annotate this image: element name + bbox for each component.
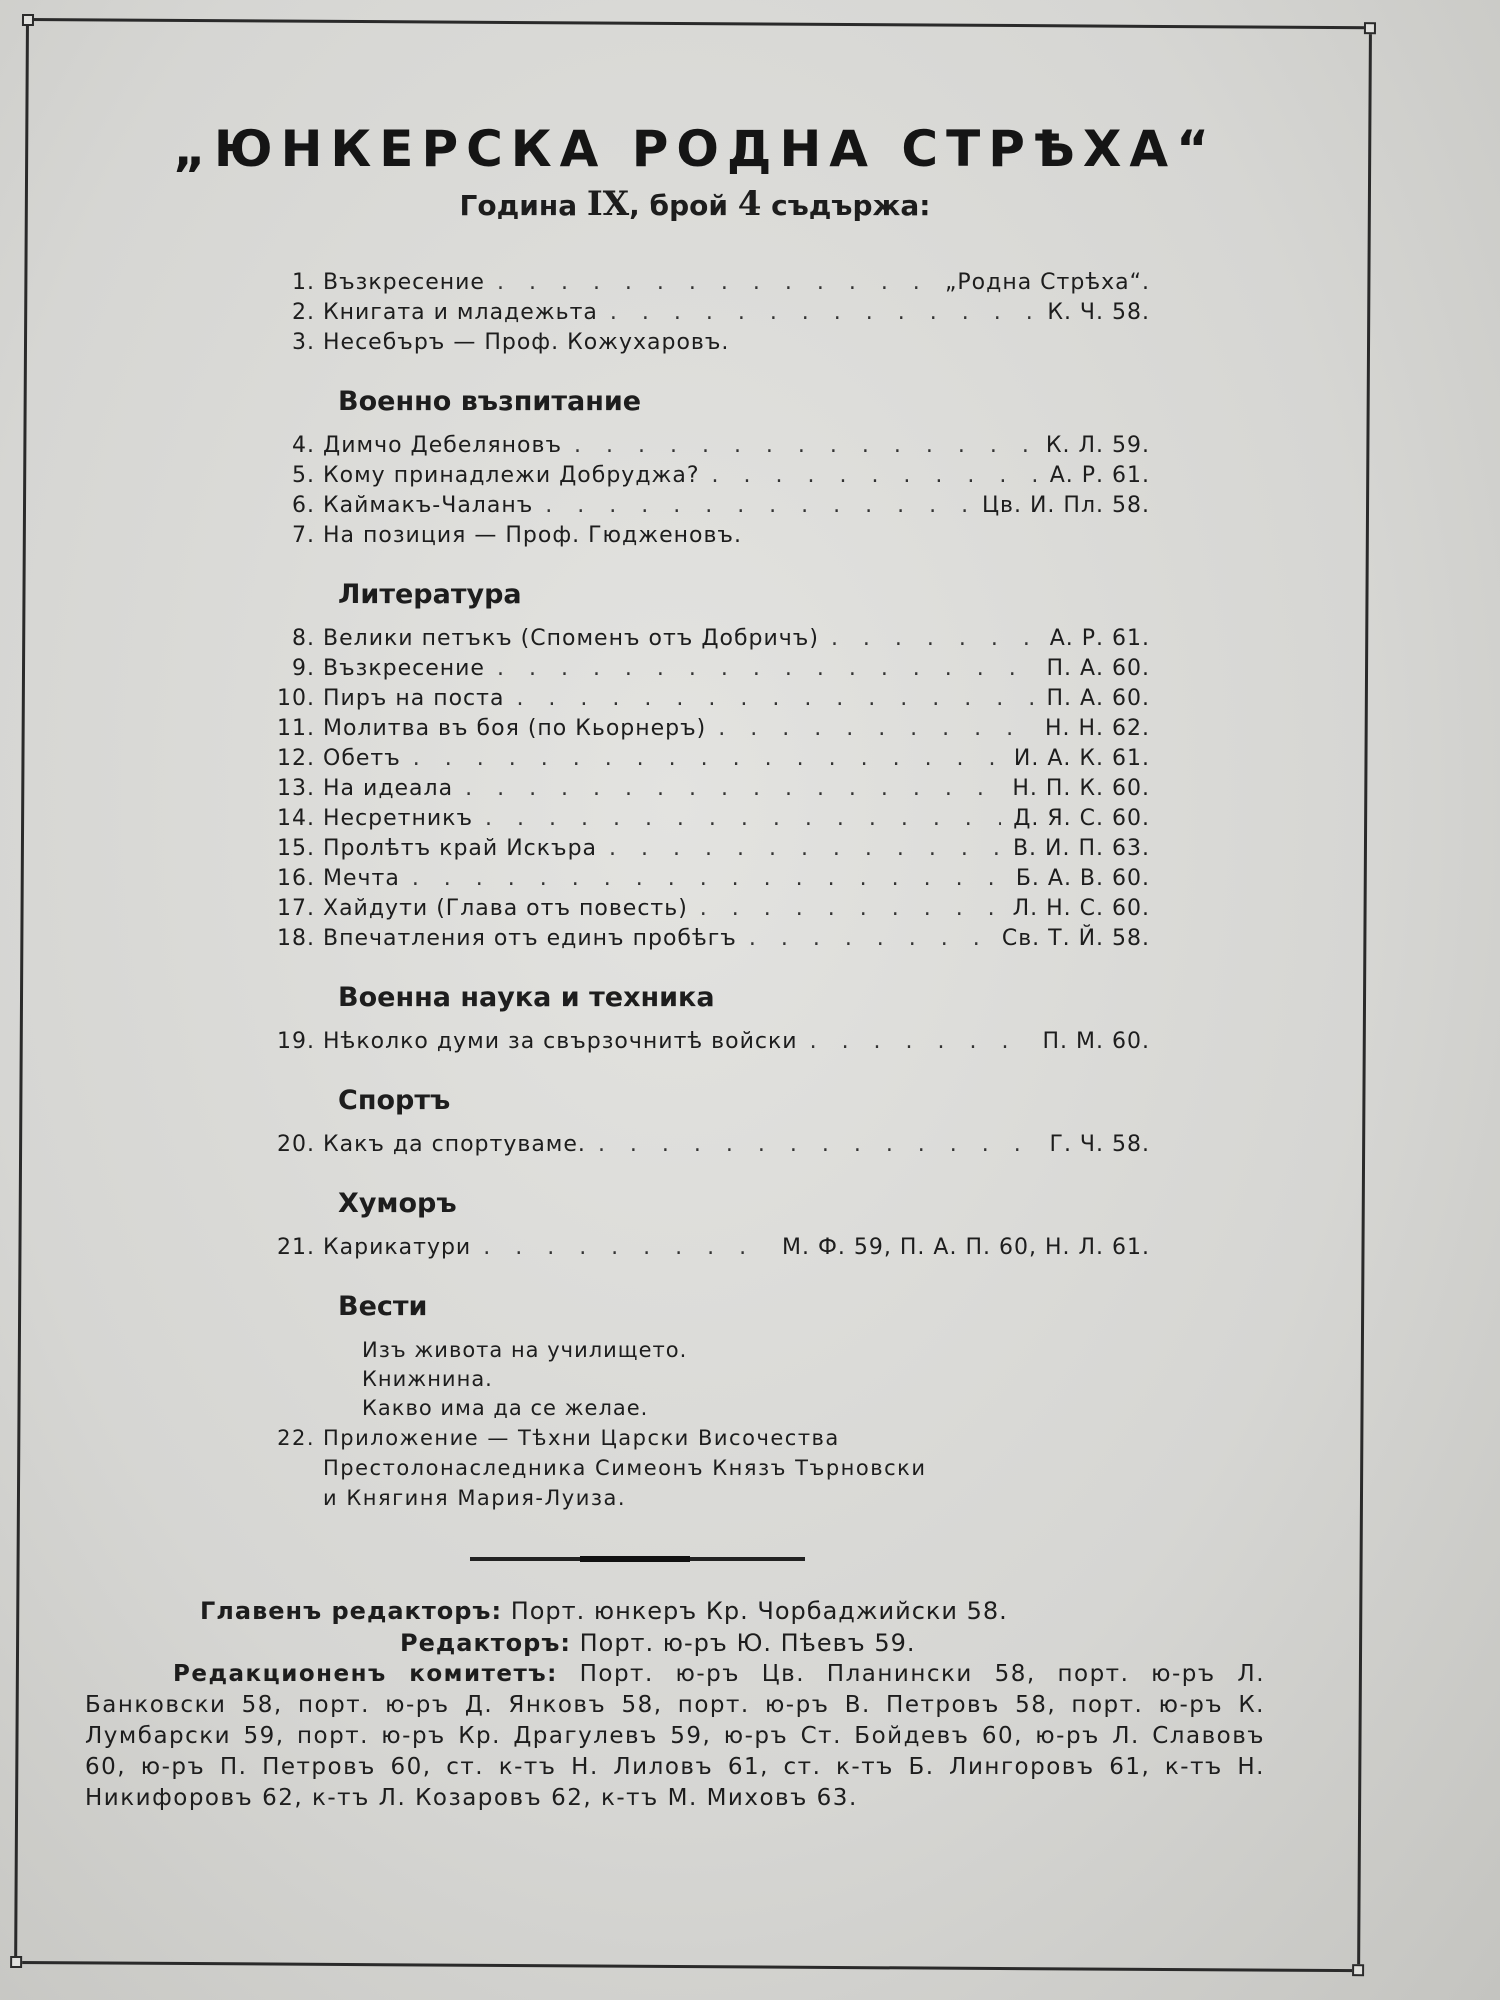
toc-entry-number: 15.: [277, 836, 315, 861]
toc-entry-author: П. М. 60.: [1042, 1029, 1150, 1054]
table-of-contents: [100, 268, 1290, 1263]
toc-entry-number: 8.: [292, 626, 315, 651]
toc-entry-number: 3.: [292, 330, 315, 355]
dot-leader: [831, 624, 1038, 654]
toc-entry-title: Несретникъ: [323, 806, 474, 831]
toc-entry-title: Книгата и младежьта: [323, 300, 598, 325]
dot-leader: [610, 298, 1035, 328]
toc-entry: [270, 834, 1150, 864]
subtitle-prefix: Година: [459, 189, 587, 222]
editor-line: [400, 1627, 1290, 1659]
editor-value: Порт. ю-ръ Ю. Пѣевъ 59.: [579, 1629, 916, 1657]
dot-leader: [712, 461, 1038, 491]
toc-entry-author: Св. Т. Й. 58.: [1001, 926, 1150, 951]
toc-entry: [270, 491, 1150, 521]
toc-entry-number: 16.: [277, 866, 315, 891]
editor-label: Редакторъ:: [400, 1629, 571, 1657]
toc-entry: [270, 654, 1150, 684]
toc-entry-number: 11.: [277, 716, 315, 741]
toc-entry-number: 17.: [277, 896, 315, 921]
toc-entry-title: Пролѣтъ край Искъра: [323, 836, 598, 861]
toc-entry-title: Димчо Дебеляновъ: [323, 433, 563, 458]
chief-editor-label: Главенъ редакторъ:: [200, 1597, 503, 1625]
news-item: Книжнина.: [362, 1367, 493, 1391]
toc-entry-author: А. Р. 61.: [1049, 626, 1150, 651]
toc-entry-number: 7.: [292, 523, 315, 548]
toc-entry-number: 9.: [292, 656, 315, 681]
dot-leader: [465, 774, 1000, 804]
toc-entry: [270, 328, 1150, 358]
toc-entry-number: 21.: [277, 1235, 315, 1260]
toc-entry-author: Б. А. В. 60.: [1015, 866, 1150, 891]
dot-leader: [718, 714, 1033, 744]
toc-entry-author: К. Ч. 58.: [1047, 300, 1150, 325]
toc-entry: [270, 804, 1150, 834]
dot-leader: [412, 864, 1004, 894]
toc-entry-title: Впечатления отъ единъ пробѣгъ: [323, 926, 737, 951]
toc-entry-number: 14.: [277, 806, 315, 831]
magazine-title: „ЮНКЕРСКА РОДНА СТРѢХА“: [173, 120, 1217, 178]
dot-leader: [497, 268, 933, 298]
toc-entry-number: 20.: [277, 1132, 315, 1157]
dot-leader: [574, 431, 1034, 461]
toc-entry-number: 18.: [277, 926, 315, 951]
toc-entry-title: Възкресение: [323, 656, 485, 681]
toc-entry-title: Карикатури: [323, 1235, 472, 1260]
toc-entry-title: Обетъ: [323, 746, 401, 771]
dot-leader: [516, 684, 1034, 714]
frame-corner-top-left: [22, 14, 34, 26]
toc-entry: [270, 1027, 1150, 1057]
dot-leader: [483, 1233, 770, 1263]
dot-leader: [700, 894, 1001, 924]
subtitle-middle: , брой: [629, 189, 738, 222]
subtitle-issue: 4: [737, 184, 762, 224]
toc-entry-number: 13.: [277, 776, 315, 801]
toc-entry: [270, 924, 1150, 954]
toc-entry-author: П. А. 60.: [1046, 656, 1150, 681]
toc-entry: [270, 894, 1150, 924]
toc-entry-number: 10.: [277, 686, 315, 711]
committee-label: Редакционенъ комитетъ:: [173, 1661, 558, 1687]
toc-entry-number: 22.: [277, 1426, 315, 1450]
dot-leader: [413, 744, 1002, 774]
toc-entry-title: Велики петъкъ (Споменъ отъ Добричъ): [323, 626, 819, 651]
section-heading-news: Вести: [338, 1291, 428, 1322]
toc-entry-author: А. Р. 61.: [1049, 463, 1150, 488]
chief-editor-line: [200, 1595, 1290, 1627]
toc-entry-title: Пиръ на поста: [323, 686, 505, 711]
dot-leader: [598, 1130, 1038, 1160]
toc-entry: [270, 864, 1150, 894]
toc-entry-author: П. А. 60.: [1046, 686, 1150, 711]
toc-entry-title: На идеала: [323, 776, 454, 801]
toc-entry-number: 6.: [292, 493, 315, 518]
toc-entry-author: „Родна Стрѣха“.: [944, 270, 1150, 295]
toc-entry-title: Приложение — Тѣхни Царски Височества Престолонаследника Симеонъ Князъ Търновски и Княгиня Мария-Луиза.: [323, 1426, 927, 1510]
chief-editor-value: Порт. юнкеръ Кр. Чорбаджийски 58.: [510, 1597, 1008, 1625]
dot-leader: [810, 1027, 1031, 1057]
committee-paragraph: [85, 1659, 1265, 1814]
toc-entry-author: К. Л. 59.: [1045, 433, 1150, 458]
editorial-staff: [85, 1595, 1290, 1814]
toc-entry-author: Л. Н. С. 60.: [1012, 896, 1150, 921]
news-list: [100, 1336, 1290, 1423]
section-heading: Литература: [338, 579, 522, 610]
toc-entry: [270, 744, 1150, 774]
toc-entry-title: Несебъръ — Проф. Кожухаровъ.: [323, 330, 730, 355]
subtitle-suffix: съдържа:: [761, 189, 931, 222]
toc-entry-author: В. И. П. 63.: [1012, 836, 1150, 861]
toc-entry-title: Кому принадлежи Добруджа?: [323, 463, 700, 488]
frame-corner-top-right: [1364, 22, 1376, 34]
toc-entry-author: Н. Н. 62.: [1044, 716, 1150, 741]
toc-entry-author: Н. П. К. 60.: [1012, 776, 1150, 801]
dot-leader: [609, 834, 1001, 864]
toc-entry: [270, 684, 1150, 714]
toc-entry-author: Г. Ч. 58.: [1049, 1132, 1150, 1157]
toc-entry-author: И. А. К. 61.: [1013, 746, 1150, 771]
toc-entry: [270, 714, 1150, 744]
dot-leader: [497, 654, 1034, 684]
section-heading: Военно възпитание: [338, 386, 642, 417]
issue-subtitle: [100, 184, 1290, 224]
toc-entry: [270, 1233, 1150, 1263]
toc-entry-title: Възкресение: [323, 270, 485, 295]
frame-corner-bottom-left: [10, 1956, 22, 1968]
toc-entry-author: М. Ф. 59, П. А. П. 60, Н. Л. 61.: [782, 1235, 1150, 1260]
decorative-rule: [470, 1557, 805, 1561]
toc-entry-title: На позиция — Проф. Гюдженовъ.: [323, 523, 742, 548]
dot-leader: [485, 804, 1001, 834]
toc-entry: [270, 298, 1150, 328]
toc-entry-title: Нѣколко думи за свързочнитѣ войски: [323, 1029, 798, 1054]
subtitle-year: IX: [586, 184, 630, 224]
toc-entry-title: Какъ да спортуваме.: [323, 1132, 586, 1157]
toc-entry-number: 19.: [277, 1029, 315, 1054]
section-heading: Военна наука и техника: [338, 982, 715, 1013]
toc-entry: [270, 431, 1150, 461]
section-heading: Хуморъ: [338, 1188, 457, 1219]
toc-entry: [270, 1130, 1150, 1160]
toc-entry: [270, 521, 1150, 551]
toc-appendix-entry: [270, 1423, 930, 1513]
toc-entry-title: Хайдути (Глава отъ повесть): [323, 896, 688, 921]
toc-entry-number: 5.: [292, 463, 315, 488]
toc-entry-number: 2.: [292, 300, 315, 325]
dot-leader: [545, 491, 970, 521]
toc-entry-author: Цв. И. Пл. 58.: [981, 493, 1150, 518]
toc-entry: [270, 268, 1150, 298]
toc-entry: [270, 774, 1150, 804]
toc-entry: [270, 624, 1150, 654]
frame-corner-bottom-right: [1352, 1964, 1364, 1976]
toc-entry-number: 12.: [277, 746, 315, 771]
dot-leader: [749, 924, 990, 954]
contents-block: [85, 100, 1290, 1814]
toc-entry: [270, 461, 1150, 491]
toc-entry-number: 1.: [292, 270, 315, 295]
toc-entry-author: Д. Я. С. 60.: [1013, 806, 1150, 831]
toc-entry-title: Каймакъ-Чаланъ: [323, 493, 534, 518]
toc-entry-title: Молитва въ боя (по Кьорнеръ): [323, 716, 707, 741]
committee-value: Порт. ю-ръ Цв. Планински 58, порт. ю-ръ Л. Банковски 58, порт. ю-ръ Д. Янковъ 58, порт. ю-ръ В. Петровъ 58, порт. ю-ръ К. Лумбарски 59, порт. ю-ръ Кр. Драгулевъ 59, ю-ръ Ст. Бойдевъ 60, ю-ръ Л. Славовъ 60, ю-ръ П. Петровъ 60, ст. к-тъ Н. Лиловъ 61, ст. к-тъ Б. Лингоровъ 61, к-тъ Н. Никифоровъ 62, к-тъ Л. Козаровъ 62, к-тъ М. Миховъ 63.: [85, 1661, 1266, 1811]
toc-entry-title: Мечта: [323, 866, 400, 891]
news-item: Изъ живота на училището.: [362, 1338, 688, 1362]
section-heading: Спортъ: [338, 1085, 451, 1116]
news-item: Какво има да се желае.: [362, 1396, 649, 1420]
toc-entry-number: 4.: [292, 433, 315, 458]
